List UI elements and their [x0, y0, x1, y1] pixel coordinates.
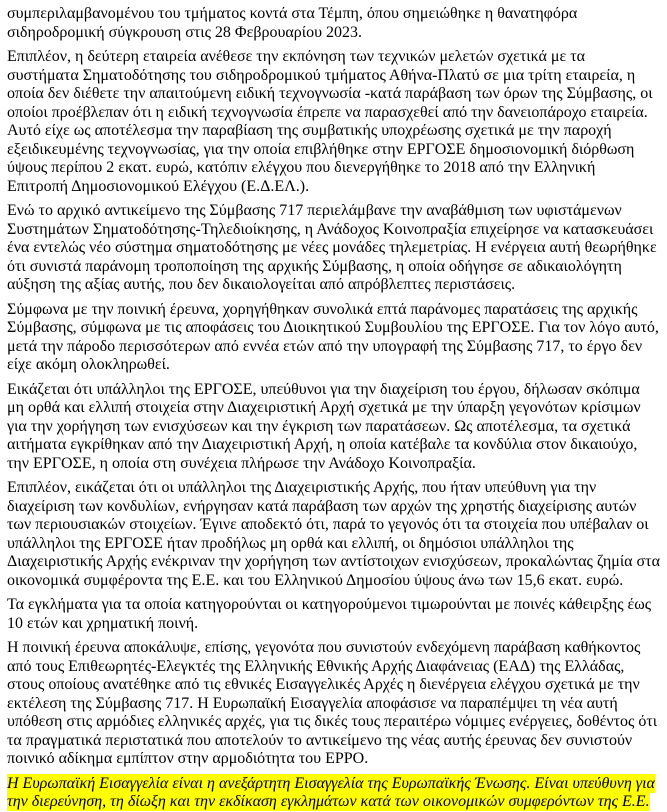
paragraph-6: Επιπλέον, εικάζεται ότι οι υπάλληλοι της Διαχειριστικής Αρχής, που ήταν υπεύθυνη για την διαχείριση των κονδυλίων, ενήργησαν κατά παράβαση των αρχών της χρηστής διαχείρισης αυτών των περιουσιακών στοιχείων. Έγινε αποδεκτό ότι, παρά το γεγονός ότι τα στοιχεία που υπέβαλαν οι υπάλληλοι της ΕΡΓΟΣΕ ήταν προδήλως μη ορθά και ελλιπή, οι δημόσιοι υπάλληλοι της Διαχειριστικής Αρχής ενέκριναν την χορήγηση των αντίστοιχων ενισχύσεων, προκαλώντας ζημία στα οικονομικά συμφέροντα της Ε.Ε. και του Ελληνικού Δημοσίου ύψους άνω των 15,6 εκατ. ευρώ. [7, 479, 660, 589]
paragraph-5: Εικάζεται ότι υπάλληλοι της ΕΡΓΟΣΕ, υπεύθυνοι για την διαχείριση του έργου, δήλωσαν σκόπιμα μη ορθά και ελλιπή στοιχεία στην Διαχειριστική Αρχή σχετικά με την ύπαρξη γεγονότων κρίσιμων για την χορήγηση των ενισχύσεων και την έγκριση των παρατάσεων. Ως αποτέλεσμα, τα σχετικά αιτήματα εγκρίθηκαν από την Διαχειριστική Αρχή, η οποία κατέβαλε τα κονδύλια στον δικαιούχο, την ΕΡΓΟΣΕ, η οποία στη συνέχεια πλήρωσε την Ανάδοχο Κοινοπραξία. [7, 380, 641, 472]
highlight-mark: Η Ευρωπαϊκή Εισαγγελία είναι η ανεξάρτητη Εισαγγελία της Ευρωπαϊκής Ένωσης. Είναι υπεύθυνη για την διερεύνηση, τη δίωξη και την εκδίκαση εγκλημάτων κατά των οικονομικών συμφερόντων της Ε.Ε. [7, 774, 655, 810]
paragraph-8: Η ποινική έρευνα αποκάλυψε, επίσης, γεγονότα που συνιστούν ενδεχόμενη παράβαση καθήκοντος από τους Επιθεωρητές-Ελεγκτές της Ελληνικής Εθνικής Αρχής Διαφάνειας (ΕΑΔ) της Ελλάδας, στους οποίους ανατέθηκε από τις εθνικές Εισαγγελικές Αρχές η διενέργεια ελέγχου σχετικά με την εκτέλεση της Σύμβασης 717. Η Ευρωπαϊκή Εισαγγελία αποφάσισε να παραπέμψει τη νέα αυτή υπόθεση στις αρμόδιες ελληνικές αρχές, για τις δικές τους περαιτέρω νόμιμες ενέργειες, δοθέντος ότι τα πραγματικά περιστατικά που αποτελούν το αντικείμενο της νέας αυτής έρευνας δεν συνιστούν ποινικό αδίκημα εμπίπτον στην αρμοδιότητα του EPPO. [7, 639, 658, 767]
paragraph-4: Σύμφωνα με την ποινική έρευνα, χορηγήθηκαν συνολικά επτά παράνομες παρατάσεις της αρχικής Σύμβασης, σύμφωνα με τις αποφάσεις του Διοικητικού Συμβουλίου της ΕΡΓΟΣΕ. Για τον λόγο αυτό, μετά την πάροδο περισσότερων από εννέα ετών από την υπογραφή της Σύμβασης 717, το έργο δεν είχε ακόμη ολοκληρωθεί. [7, 300, 659, 373]
paragraph-3: Ενώ το αρχικό αντικείμενο της Σύμβασης 717 περιελάμβανε την αναβάθμιση των υφιστάμενων Συστημάτων Σηματοδότησης-Τηλεδιοίκησης, η Ανάδοχος Κοινοπραξία επιχείρησε να κατασκευάσει ένα εντελώς νέο σύστημα σηματοδότησης με νέες μονάδες τηλεμετρίας. Η ενέργεια αυτή θεωρήθηκε ότι συνιστά παράνομη τροποποίηση της αρχικής Σύμβασης, η οποία οδήγησε σε αδικαιολόγητη αύξηση της αξίας αυτής, που δεν δικαιολογείται από απρόβλεπτες περιστάσεις. [7, 202, 657, 293]
paragraph-7: Τα εγκλήματα για τα οποία κατηγορούνται οι κατηγορούμενοι τιμωρούνται με ποινές κάθειρξης έως 10 ετών και χρηματική ποινή. [7, 596, 652, 632]
paragraph-1: συμπεριλαμβανομένου του τμήματος κοντά στα Τέμπη, όπου σημειώθηκε η θανατηφόρα σιδηροδρομική σύγκρουση στις 28 Φεβρουαρίου 2023. [7, 5, 578, 41]
paragraph-9-highlighted [7, 775, 660, 812]
paragraph-2: Επιπλέον, η δεύτερη εταιρεία ανέθεσε την εκπόνηση των τεχνικών μελετών σχετικά με τα συστήματα Σηματοδότησης του σιδηροδρομικού τμήματος Αθήνα-Πλατύ σε μια τρίτη εταιρεία, η οποία δεν διέθετε την απαιτούμενη ειδική τεχνογνωσία -κατά παράβαση των όρων της Σύμβασης, οι οποίοι προέβλεπαν ότι η ειδική τεχνογνωσία έπρεπε να παρασχεθεί από την δανειοπάροχο εταιρεία. Αυτό είχε ως αποτέλεσμα την παραβίαση της συμβατικής υποχρέωσης σχετικά με την παροχή εξειδικευμένης τεχνογνωσίας, για την οποία επιβλήθηκε στην ΕΡΓΟΣΕ δημοσιονομική διόρθωση ύψους περίπου 2 εκατ. ευρώ, κατόπιν ελέγχου που διενεργήθηκε το 2018 από την Ελληνική Επιτροπή Δημοσιονομικού Ελέγχου (Ε.Δ.ΕΛ.). [7, 48, 653, 195]
